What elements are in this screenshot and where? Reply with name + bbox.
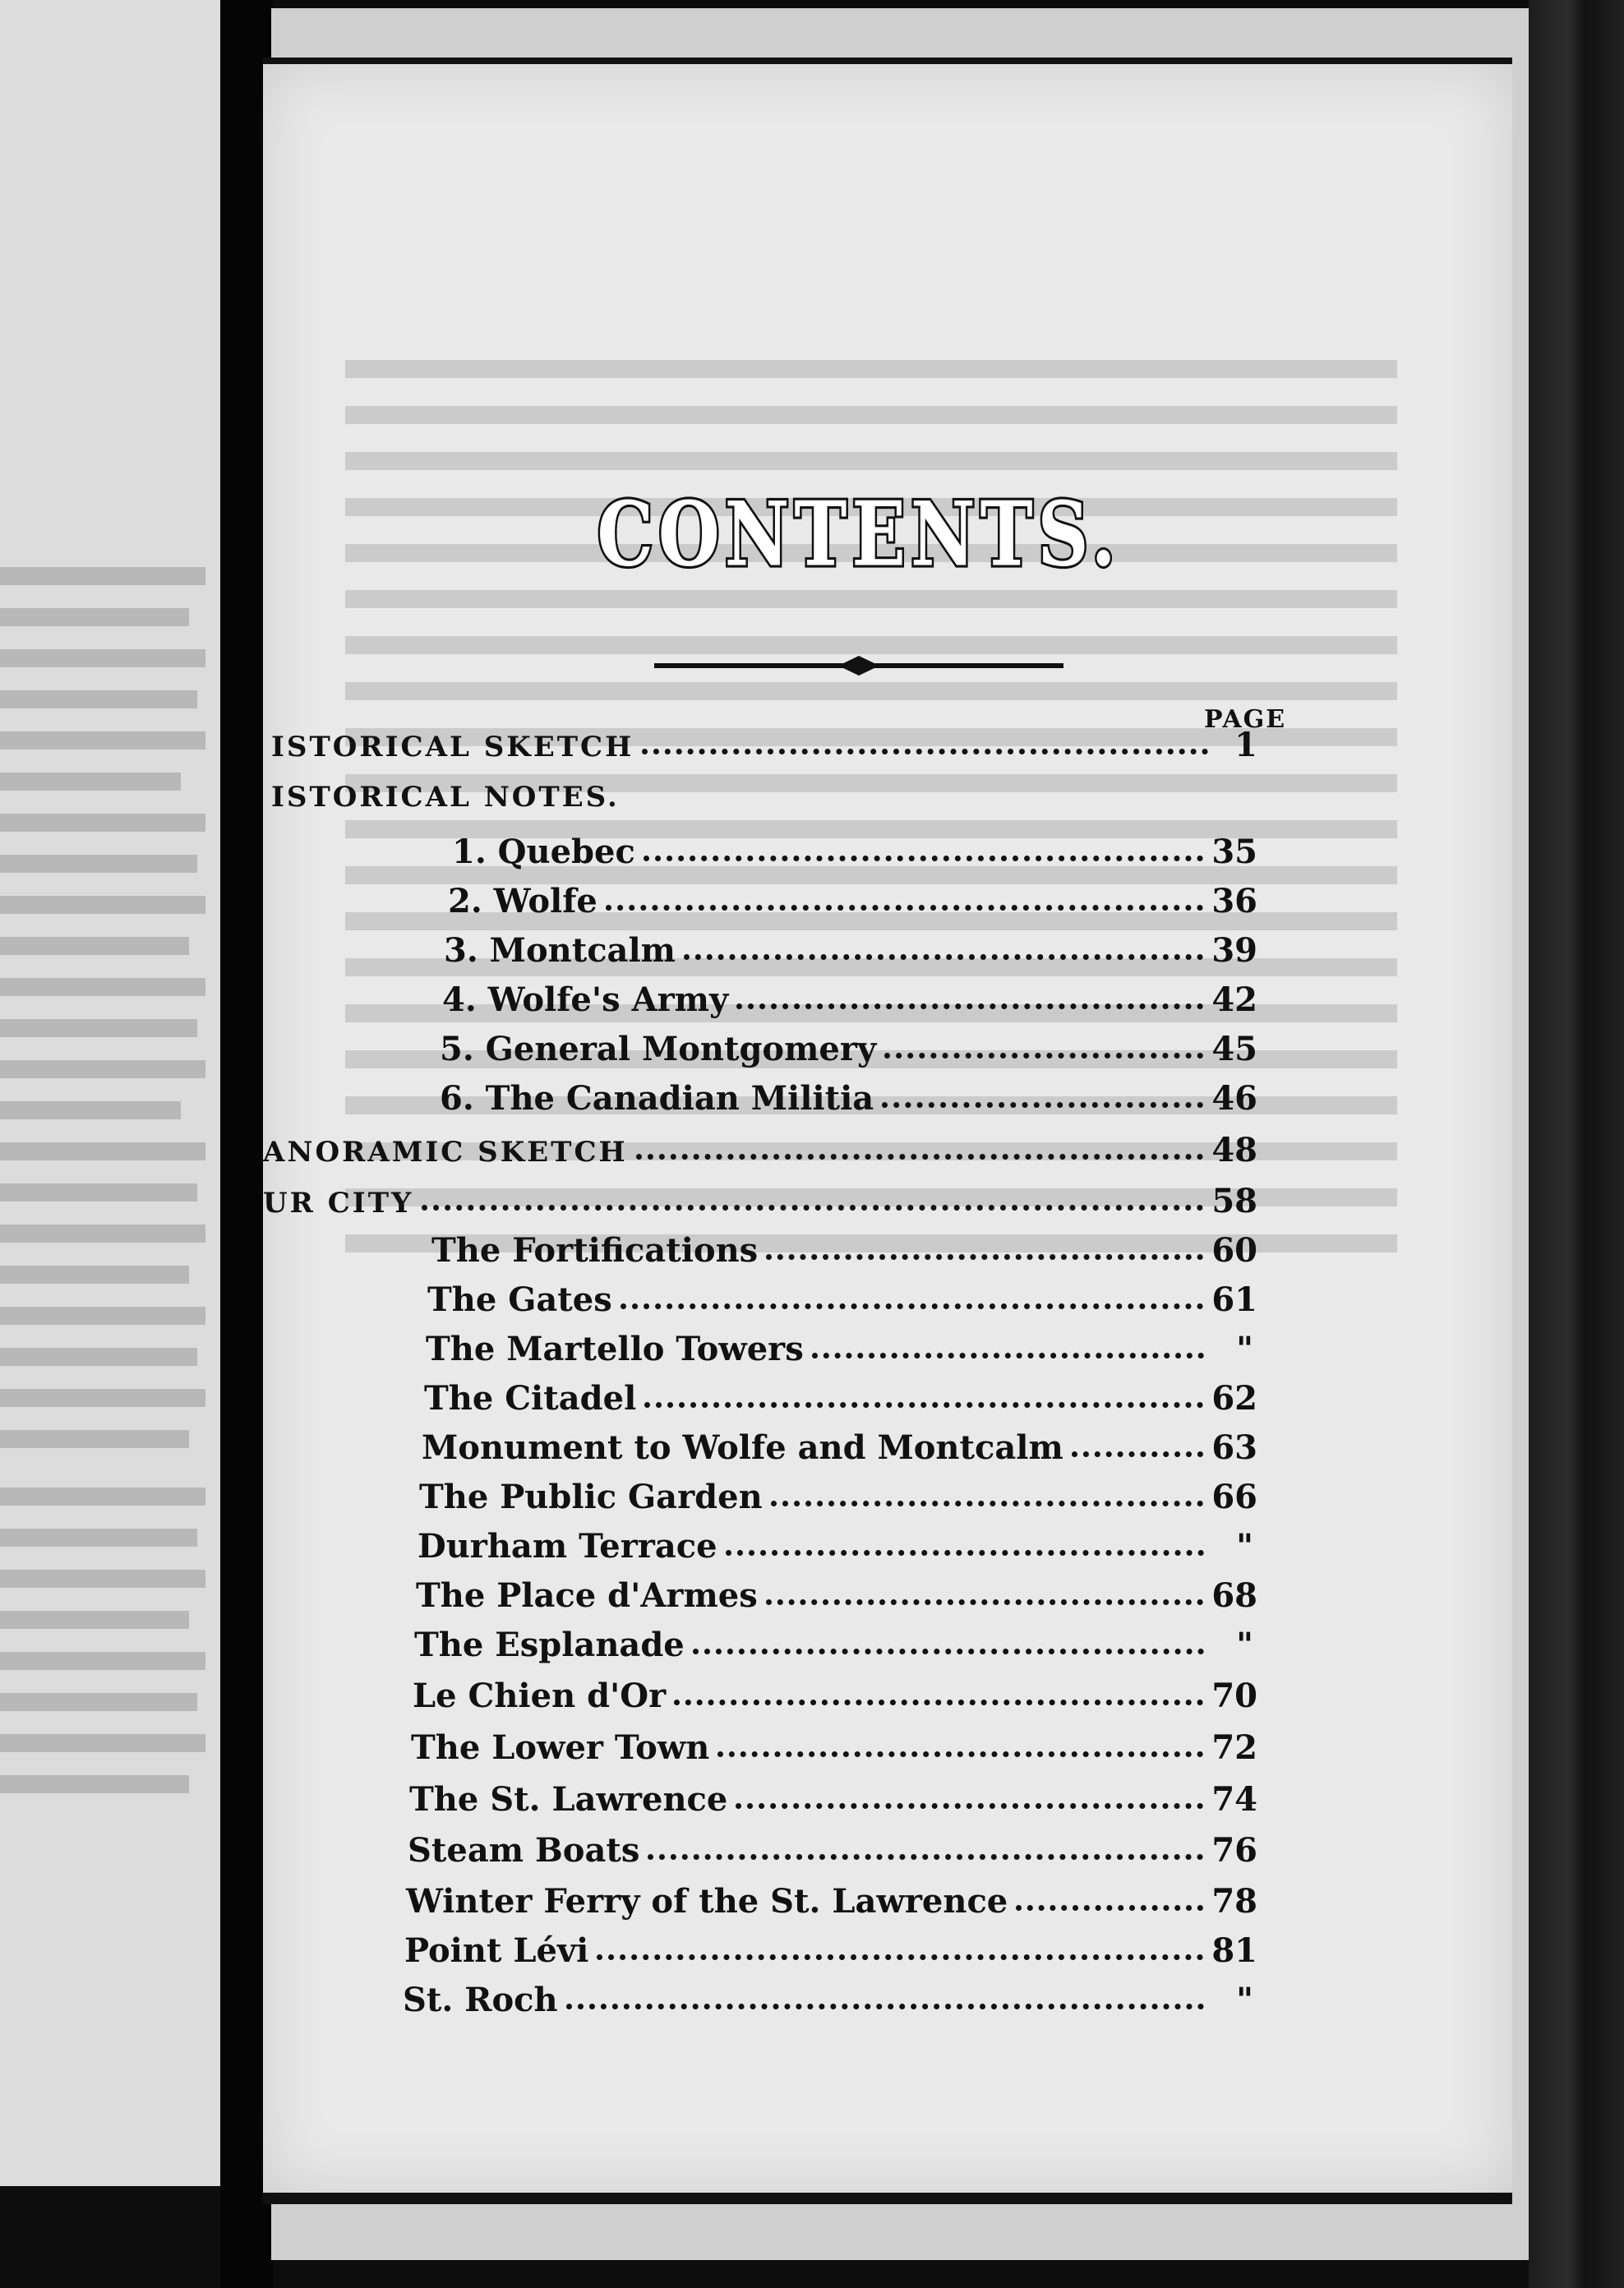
dot-leader (422, 1200, 1203, 1211)
facing-text-line (0, 937, 189, 955)
entry-page: 58 (1211, 1182, 1257, 1220)
dot-leader (884, 1048, 1203, 1059)
dot-leader (644, 1397, 1203, 1408)
facing-text-line (0, 567, 205, 585)
entry-label: The Martello Towers (426, 1330, 804, 1368)
dot-leader (766, 1249, 1203, 1260)
entry-label: The Esplanade (414, 1626, 685, 1664)
dot-leader (636, 1149, 1204, 1160)
entry-label: 2. Wolfe (448, 882, 597, 920)
facing-text-line (0, 1019, 197, 1037)
dot-leader (812, 1348, 1204, 1358)
dot-leader (766, 1594, 1204, 1605)
dot-leader (648, 1849, 1203, 1860)
dot-leader (1016, 1900, 1203, 1911)
entry-page: " (1236, 1981, 1253, 2019)
entry-label: The Fortifications (431, 1231, 759, 1270)
entry-label: Steam Boats (408, 1831, 640, 1870)
facing-text-line (0, 608, 189, 626)
entry-label: Winter Ferry of the St. Lawrence (406, 1882, 1008, 1921)
list-item (431, 1231, 1257, 1270)
list-item (406, 1882, 1257, 1921)
entry-page: 70 (1211, 1677, 1257, 1715)
list-item (413, 1677, 1257, 1715)
list-item (416, 1576, 1257, 1615)
entry-page: 60 (1211, 1231, 1257, 1270)
entry-page: 81 (1211, 1931, 1257, 1970)
dot-leader (606, 900, 1203, 911)
dot-leader (726, 1545, 1204, 1556)
entry-page: 68 (1211, 1576, 1257, 1615)
facing-text-line (0, 1734, 205, 1752)
dot-leader (882, 1097, 1203, 1108)
entry-label: ANORAMIC SKETCH (263, 1136, 628, 1169)
entry-label: The Place d'Armes (416, 1576, 758, 1615)
facing-text-line (0, 1348, 197, 1366)
facing-text-line (0, 1652, 205, 1670)
dot-leader (642, 744, 1208, 754)
facing-text-line (0, 978, 205, 996)
list-item (263, 1182, 1257, 1220)
dot-leader (736, 1798, 1203, 1809)
entry-page: 42 (1211, 980, 1257, 1019)
list-item (414, 1626, 1253, 1664)
entry-page: 63 (1211, 1428, 1257, 1467)
entry-label: 3. Montcalm (444, 931, 676, 970)
entry-label: The Lower Town (411, 1728, 710, 1767)
entry-label: Point Lévi (404, 1931, 589, 1970)
entry-page: " (1236, 1527, 1253, 1566)
list-item (408, 1831, 1257, 1870)
dot-leader (684, 949, 1203, 960)
dot-leader (736, 999, 1203, 1009)
entry-label: UR CITY (263, 1187, 414, 1220)
dot-leader (566, 1999, 1204, 2009)
entry-label: Le Chien d'Or (413, 1677, 667, 1715)
facing-text-line (0, 1775, 189, 1793)
dot-leader (674, 1695, 1203, 1705)
list-item (403, 1981, 1253, 2019)
facing-text-line (0, 855, 197, 873)
contents-page (263, 58, 1512, 2204)
contents-list (263, 64, 1512, 2193)
facing-text-line (0, 896, 205, 914)
dot-leader (1072, 1446, 1204, 1457)
list-item (427, 1280, 1257, 1319)
entry-page: 1 (1234, 726, 1257, 764)
entry-page: 45 (1211, 1030, 1257, 1068)
entry-page: 35 (1211, 833, 1257, 871)
facing-text-line (0, 1266, 189, 1284)
entry-page: 66 (1211, 1478, 1257, 1516)
facing-page (0, 0, 225, 2186)
facing-text-line (0, 1101, 181, 1119)
facing-text-line (0, 649, 205, 667)
list-item (409, 1780, 1257, 1819)
facing-text-line (0, 1183, 197, 1202)
entry-page: 46 (1211, 1079, 1257, 1118)
facing-text-line (0, 1307, 205, 1325)
facing-text-line (0, 1430, 189, 1448)
entry-label: The St. Lawrence (409, 1780, 728, 1819)
entry-label: 6. The Canadian Militia (440, 1079, 874, 1118)
facing-text-line (0, 1693, 197, 1711)
facing-text-line (0, 690, 197, 708)
list-item (271, 726, 1257, 764)
entry-page: 36 (1211, 882, 1257, 920)
page-column-header: PAGE (1204, 705, 1287, 734)
entry-label: Durham Terrace (418, 1527, 717, 1566)
dot-leader (771, 1496, 1204, 1506)
facing-text-line (0, 814, 205, 832)
entry-label: ISTORICAL SKETCH (271, 731, 634, 763)
list-item (444, 931, 1257, 970)
list-item (452, 833, 1257, 871)
entry-page: 78 (1211, 1882, 1257, 1921)
list-item (271, 781, 847, 814)
dot-leader (693, 1644, 1204, 1654)
entry-label: Monument to Wolfe and Montcalm (422, 1428, 1063, 1467)
book-edge (1529, 0, 1624, 2288)
list-item (440, 1079, 1257, 1118)
dot-leader (597, 1949, 1203, 1960)
list-item (263, 1131, 1257, 1169)
facing-text-line (0, 773, 181, 791)
facing-text-line (0, 1142, 205, 1160)
facing-text-line (0, 1225, 205, 1243)
entry-label: 4. Wolfe's Army (442, 980, 729, 1019)
facing-text-line (0, 1060, 205, 1078)
entry-label: St. Roch (403, 1981, 558, 2019)
entry-page: " (1236, 1330, 1253, 1368)
list-item (411, 1728, 1257, 1767)
list-item (426, 1330, 1253, 1368)
entry-page: 39 (1211, 931, 1257, 970)
entry-label: 1. Quebec (452, 833, 635, 871)
entry-label: The Public Garden (419, 1478, 763, 1516)
facing-text-line (0, 1389, 205, 1407)
entry-label: ISTORICAL NOTES. (271, 781, 620, 814)
entry-label: The Gates (427, 1280, 612, 1319)
list-item (418, 1527, 1253, 1566)
list-item (419, 1478, 1257, 1516)
entry-label: The Citadel (424, 1379, 637, 1418)
dot-leader (644, 851, 1203, 861)
entry-page: 61 (1211, 1280, 1257, 1319)
list-item (442, 980, 1257, 1019)
entry-page: 48 (1211, 1131, 1257, 1169)
entry-label: 5. General Montgomery (440, 1030, 877, 1068)
list-item (404, 1931, 1257, 1970)
list-item (440, 1030, 1257, 1068)
entry-page: " (1236, 1626, 1253, 1664)
entry-page: 72 (1211, 1728, 1257, 1767)
facing-text-line (0, 1488, 205, 1506)
facing-text-line (0, 1570, 205, 1588)
list-item (448, 882, 1257, 920)
entry-page: 62 (1211, 1379, 1257, 1418)
entry-page: 76 (1211, 1831, 1257, 1870)
facing-text-line (0, 1611, 189, 1629)
facing-text-line (0, 731, 205, 750)
dot-leader (717, 1746, 1203, 1757)
list-item (422, 1428, 1257, 1467)
dot-leader (621, 1299, 1204, 1309)
page-title: CONTENTS. (597, 482, 1121, 587)
list-item (424, 1379, 1257, 1418)
entry-page: 74 (1211, 1780, 1257, 1819)
facing-text-line (0, 1529, 197, 1547)
